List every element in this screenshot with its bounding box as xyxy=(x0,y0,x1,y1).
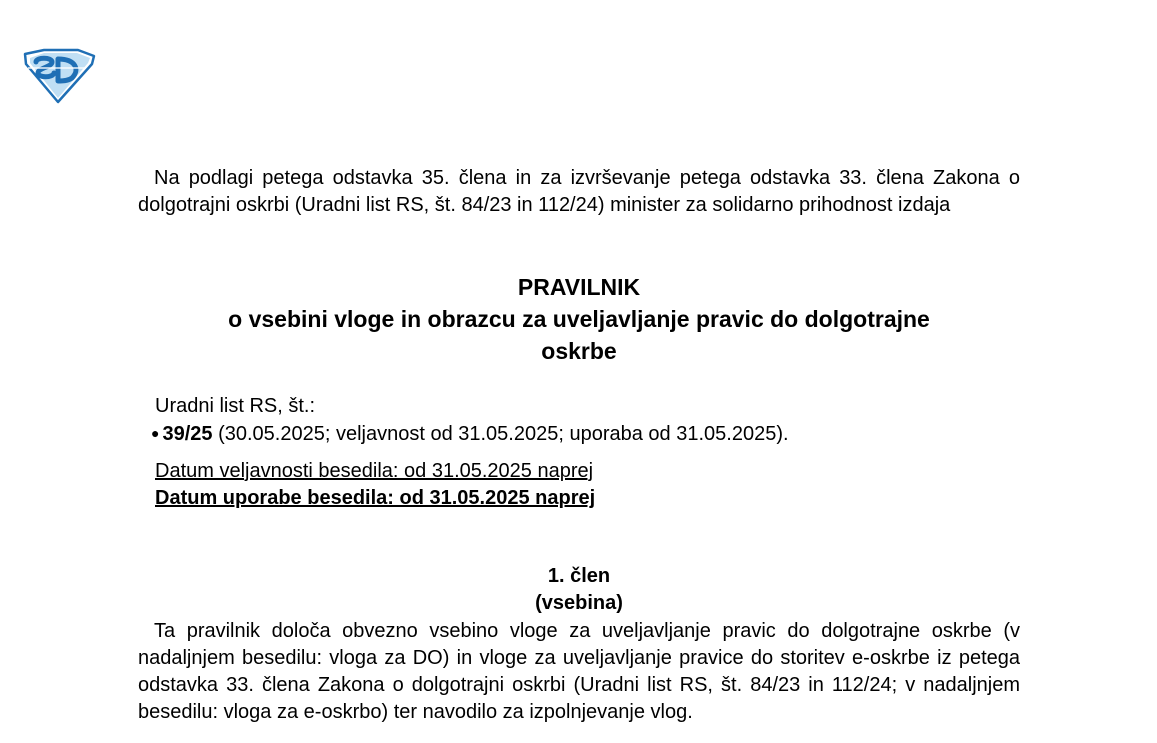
gazette-entry-number[interactable]: 39/25 xyxy=(162,423,213,445)
article-heading: 1. člen xyxy=(547,565,611,587)
validity-date-link[interactable]: Datum veljavnosti besedila: od 31.05.2025 naprej xyxy=(155,460,594,482)
application-date-link[interactable]: Datum uporabe besedila: od 31.05.2025 naprej xyxy=(155,487,596,509)
gazette-label: Uradni list RS, št.: xyxy=(155,395,316,417)
gazette-entry-details: (30.05.2025; veljavnost od 31.05.2025; uporaba od 31.05.2025). xyxy=(212,423,789,445)
bullet-icon: ● xyxy=(151,425,160,441)
article-subheading: (vsebina) xyxy=(535,592,623,614)
article-body xyxy=(138,618,1020,726)
document-subtitle: o vsebini vloge in obrazcu za uveljavljanje pravic do dolgotrajne oskrbe xyxy=(228,306,930,364)
gazette-entry xyxy=(151,420,789,448)
intro-text: Na podlagi petega odstavka 35. člena in za izvrševanje petega odstavka 33. člena Zakona o dolgotrajni oskrbi (Uradni list RS, št. 84/23 in 112/24) minister za solidarno prihodnost izdaja xyxy=(138,167,1020,216)
sd-shield-logo-icon xyxy=(22,48,96,104)
document-title: PRAVILNIK xyxy=(517,274,641,300)
article-body-text: Ta pravilnik določa obvezno vsebino vloge za uveljavljanje pravic do dolgotrajne oskrbe (v nadaljnjem besedilu: vloga za DO) in vloge za uveljavljanje pravice do storitev e-oskrbe iz petega odstavka 33. člena Zakona o dolgotrajni oskrbi (Uradni list RS, št. 84/23 in 112/24; v nadaljnjem besedilu: vloga za e-oskrbo) ter navodilo za izpolnjevanje vlog. xyxy=(138,620,1020,723)
intro-paragraph xyxy=(138,165,1020,219)
